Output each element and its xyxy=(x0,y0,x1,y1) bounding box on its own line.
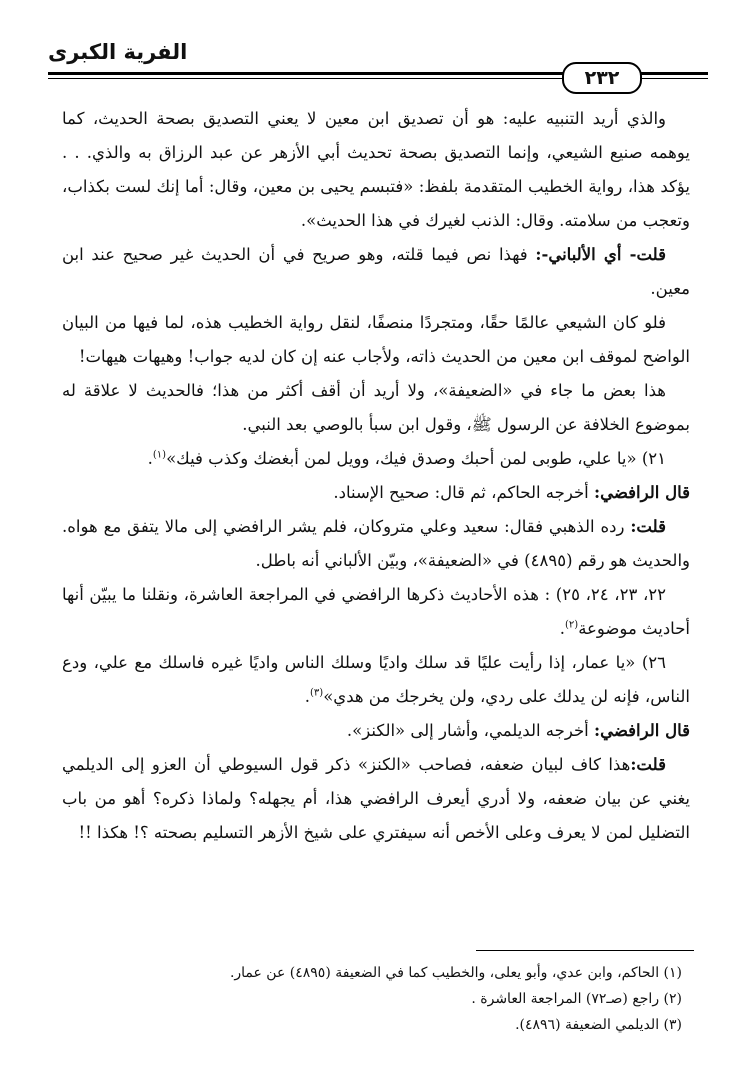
paragraph-text: هذا كاف لبيان ضعفه، فصاحب «الكنز» ذكر قول السيوطي أن العزو إلى الديلمي يغني عن بيان ضعفه، ولا أدري أيعرف الرافضي هذا، أم يجهله؟ ولماذا ذكره؟ أهو من باب التضليل لمن لا يعرف وعلى الأخص أنه سيفتري على شيخ الأزهر التسليم بصحته ؟! هكذا !! xyxy=(62,755,690,842)
paragraph-text: أخرجه الديلمي، وأشار إلى «الكنز». xyxy=(346,721,594,740)
paragraph: هذا بعض ما جاء في «الضعيفة»، ولا أريد أن أقف أكثر من هذا؛ فالحديث لا علاقة له بموضوع الخلافة عن الرسول ﷺ، وقول ابن سبأ بالوصي بعد النبي. xyxy=(62,381,690,434)
speaker-label: قال الرافضي: xyxy=(594,483,690,502)
footnote-ref: (٣) xyxy=(310,687,324,699)
hadith-item: ٢٦) «يا عمار، إذا رأيت عليًا قد سلك واديًا وسلك الناس واديًا غيره فاسلك مع علي، ودع الناس، فإنه لن يدلك على ردي، ولن يخرجك من هدي»$^{(٣)}$. xyxy=(62,653,690,706)
hadith-text: ٢١) «يا علي، طوبى لمن أحبك وصدق فيك، وويل لمن أبغضك وكذب فيك» xyxy=(166,449,666,468)
page-number: ٢٣٢ xyxy=(562,62,642,94)
footnote: (١) الحاكم، وابن عدي، وأبو يعلى، والخطيب كما في الضعيفة (٤٨٩٥) عن عمار. xyxy=(229,965,682,981)
footnotes xyxy=(62,960,690,1038)
footnote-ref: (٢) xyxy=(565,619,579,631)
hadith-text: ٢٢، ٢٣، ٢٤، ٢٥) : هذه الأحاديث ذكرها الرافضي في المراجعة العاشرة، ونقلنا ما يبيّن أنها أحاديث موضوعة xyxy=(62,585,690,638)
paragraph xyxy=(62,476,690,510)
hadith-item: ٢٢، ٢٣، ٢٤، ٢٥) : هذه الأحاديث ذكرها الرافضي في المراجعة العاشرة، ونقلنا ما يبيّن أنها أحاديث موضوعة$^{(٢)}$. xyxy=(62,585,690,638)
hadith-item: ٢١) «يا علي، طوبى لمن أحبك وصدق فيك، وويل لمن أبغضك وكذب فيك»$^{(١)}$. xyxy=(147,449,666,468)
running-header-title: الفرية الكبرى xyxy=(48,40,188,64)
paragraph xyxy=(62,510,690,578)
main-text xyxy=(62,102,690,850)
footnote: (٢) راجع (صـ٧٢) المراجعة العاشرة . xyxy=(471,991,682,1007)
speaker-label: قلت: xyxy=(630,755,666,774)
paragraph xyxy=(62,714,690,748)
paragraph-text: فهذا نص فيما قلته، وهو صريح في أن الحديث غير صحيح عند ابن معين. xyxy=(62,245,690,298)
speaker-label: قلت- أي الألباني-: xyxy=(535,245,666,264)
footnote: (٣) الديلمي الضعيفة (٤٨٩٦). xyxy=(515,1017,682,1033)
hadith-text: ٢٦) «يا عمار، إذا رأيت عليًا قد سلك واديًا وسلك الناس واديًا غيره فاسلك مع علي، ودع الناس، فإنه لن يدلك على ردي، ولن يخرجك من هدي» xyxy=(62,653,690,706)
speaker-label: قال الرافضي: xyxy=(594,721,690,740)
footnote-ref: (١) xyxy=(152,449,167,461)
footnote-separator xyxy=(476,950,694,951)
paragraph: والذي أريد التنبيه عليه: هو أن تصديق ابن معين لا يعني التصديق بصحة الحديث، كما يوهمه صنيع الشيعي، وإنما التصديق بصحة تحديث أبي الأزهر عن عبد الرزاق به والذي. . . يؤكد هذا، رواية الخطيب المتقدمة بلفظ: «فتبسم يحيى بن معين، وقال: أما إنك لست بكذاب، وتعجب من سلامته. وقال: الذنب لغيرك في هذا الحديث». xyxy=(62,109,690,230)
speaker-label: قلت: xyxy=(630,517,666,536)
paragraph-text: رده الذهبي فقال: سعيد وعلي متروكان، فلم يشر الرافضي إلى مالا يتفق مع هواه. والحديث هو رقم (٤٨٩٥) في «الضعيفة»، وبيّن الألباني أنه باطل. xyxy=(62,517,690,570)
paragraph-text: أخرجه الحاكم، ثم قال: صحيح الإسناد. xyxy=(333,483,594,502)
paragraph xyxy=(62,748,690,850)
paragraph: فلو كان الشيعي عالمًا حقًا، ومتجردًا منصفًا، لنقل رواية الخطيب هذه، لما فيها من البيان الواضح لموقف ابن معين من الحديث ذاته، ولأجاب عنه إن كان لديه جواب! وهيهات هيهات! xyxy=(62,313,690,366)
paragraph xyxy=(62,238,690,306)
